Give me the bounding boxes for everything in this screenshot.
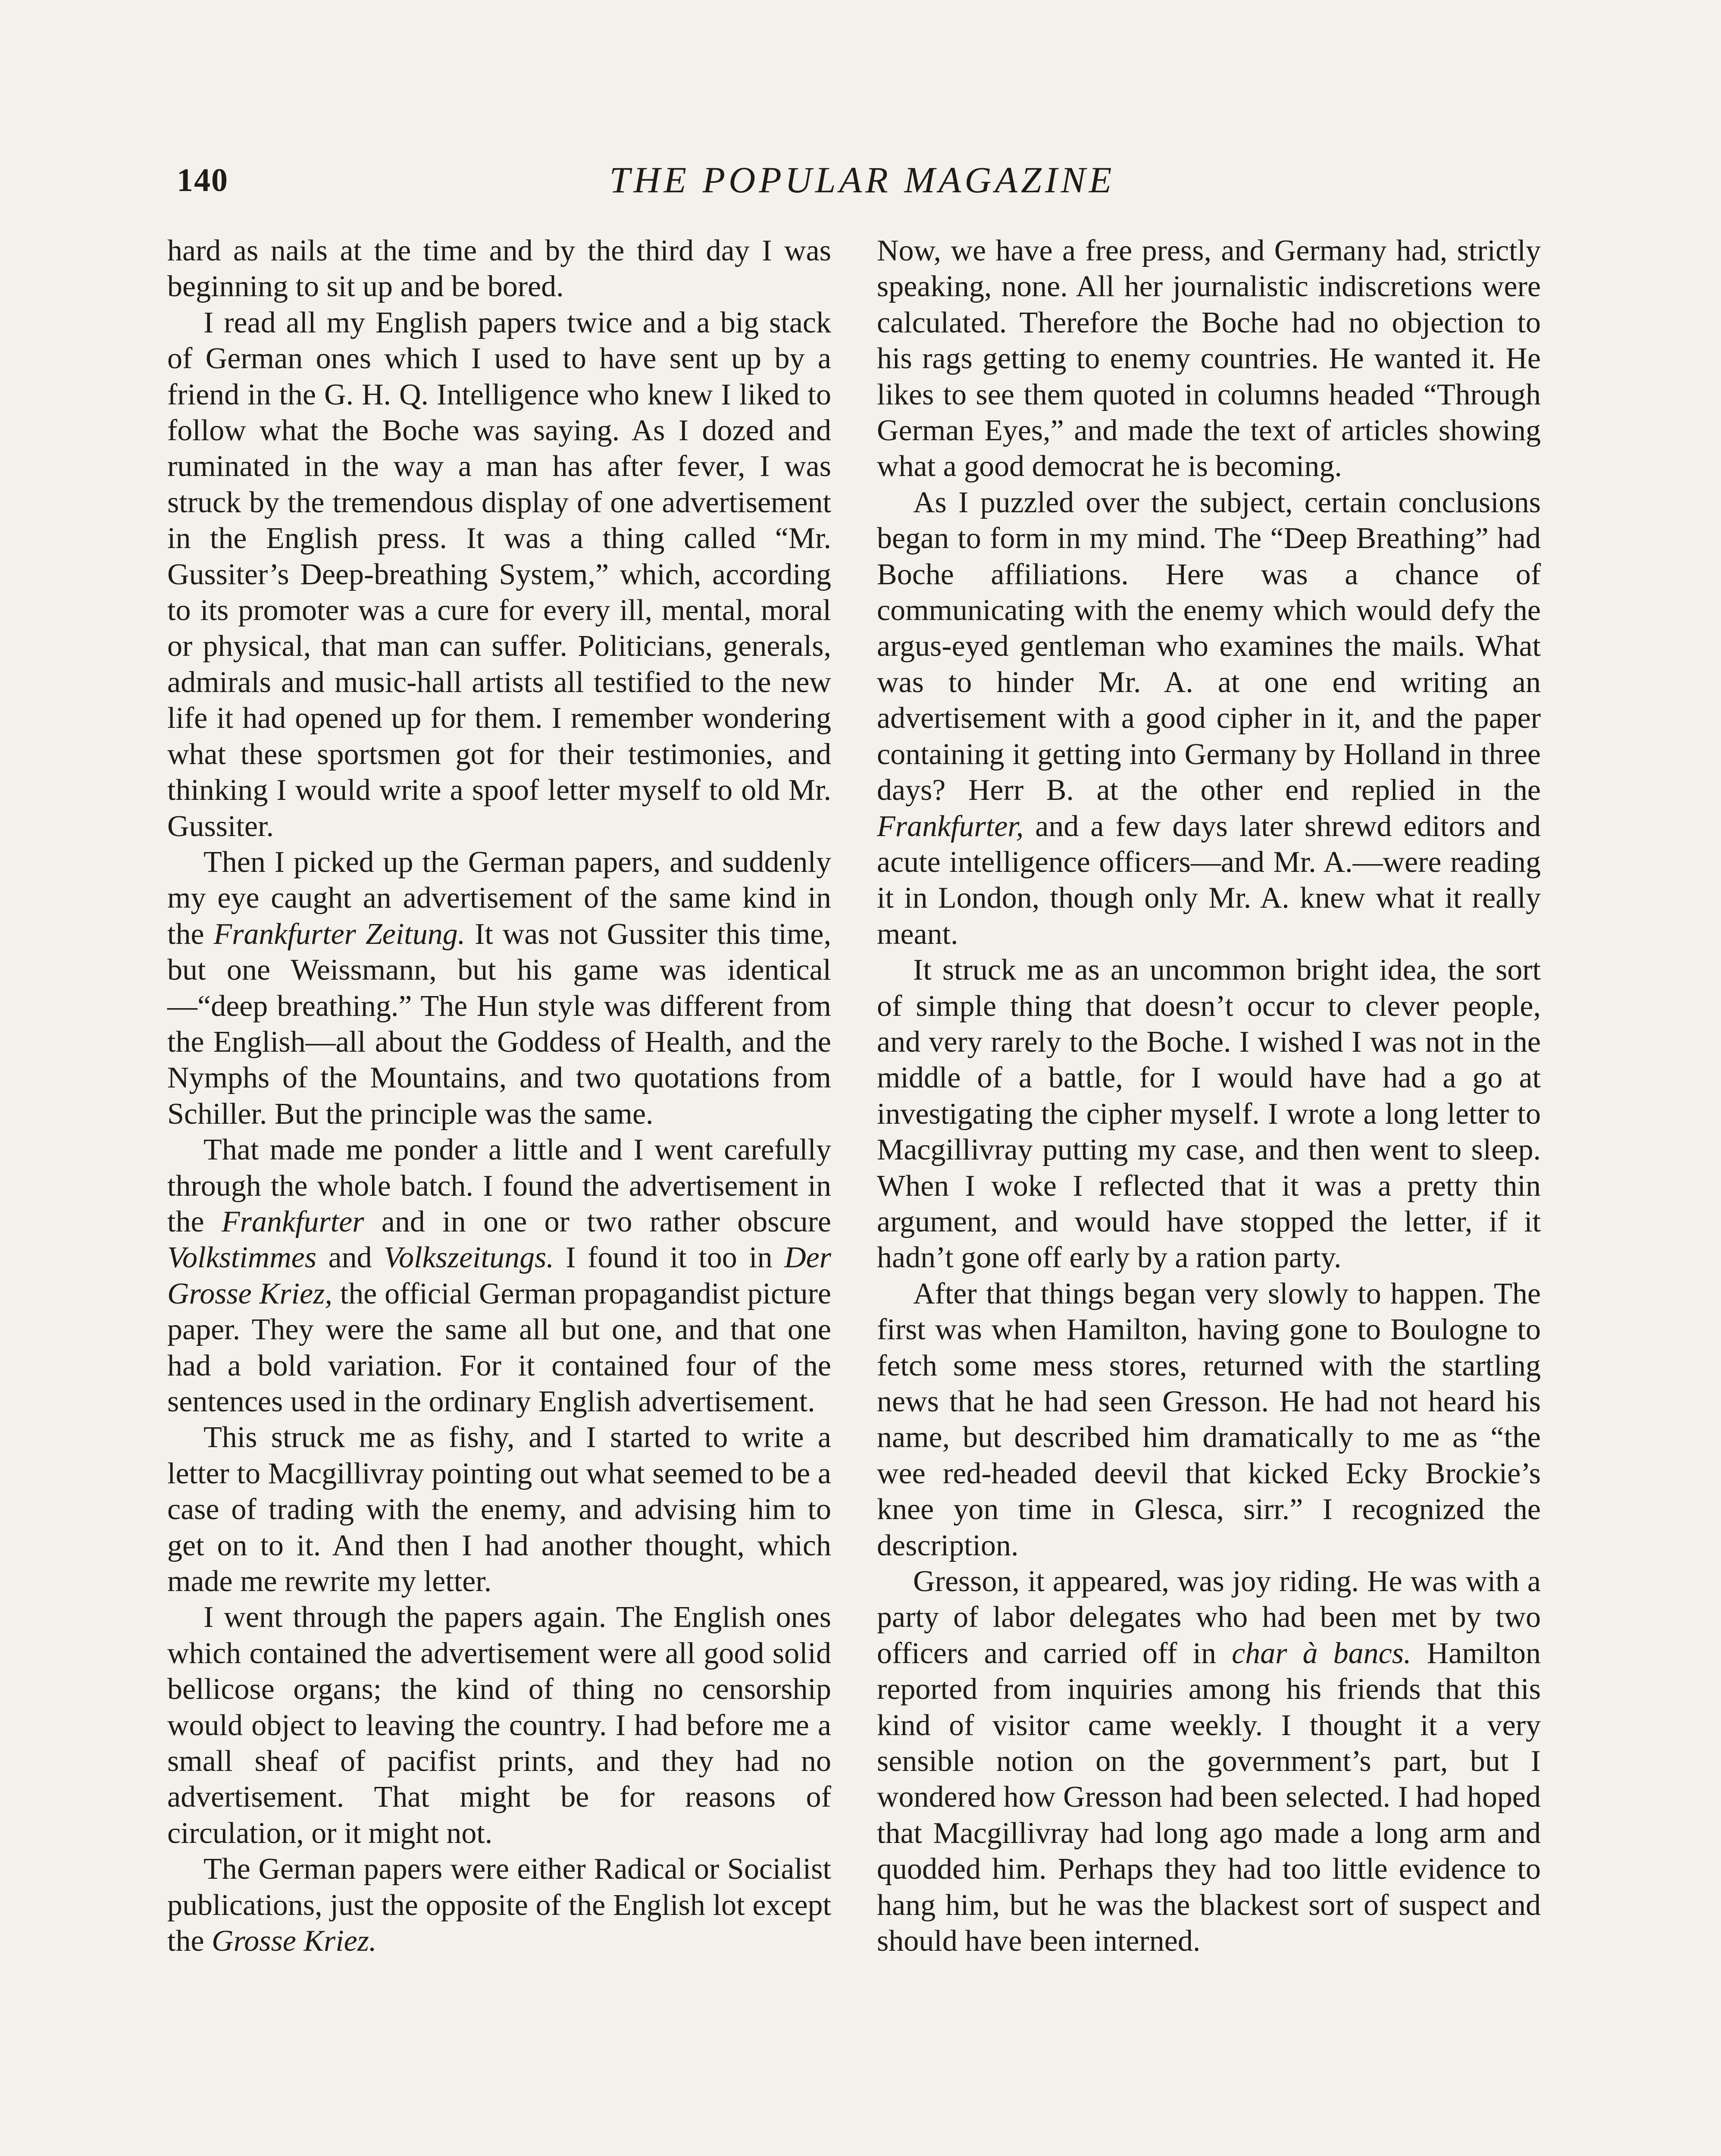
- paragraph: It struck me as an uncommon bright idea, the sort of simple thing that doesn’t occur to clever people, and very rarely to the Boche. I wished I was not in the middle of a battle, for I would have had a go at investigating the cipher myself. I wrote a long letter to Macgillivray putting my case, and then went to sleep. When I woke I reflected that it was a pretty thin argument, and would have stopped the letter, if it hadn’t gone off early by a ration party.: [877, 953, 1541, 1275]
- left-text-column: [167, 233, 831, 1959]
- paragraph: Gresson, it appeared, was joy riding. He was with a party of labor delegates who had been met by two officers and carried off in char à bancs. Hamilton reported from inquiries among his friends that this kind of visitor came weekly. I thought it a very sensible notion on the government’s part, but I wondered how Gresson had been selected. I had hoped that Macgillivray had long ago made a long arm and quodded him. Perhaps they had too little evidence to hang him, but he was the blackest sort of suspect and should have been interned.: [877, 1565, 1541, 1958]
- italic-title: Volkszeitungs.: [384, 1241, 554, 1275]
- paragraph: Now, we have a free press, and Germany had, strictly speaking, none. All her journalistic indiscretions were calculated. Therefore the Boche had no objection to his rags getting to enemy countries. He wanted it. He likes to see them quoted in columns headed “Through German Eyes,” and made the text of articles showing what a good democrat he is becoming.: [877, 234, 1541, 483]
- paragraph: That made me ponder a little and I went carefully through the whole batch. I found the advertisement in the Frankfurter and in one or two rather obscure Volkstimmes and Volkszeitungs. I found it too in Der Grosse Kriez, the official German propagandist picture paper. They were the same all but one, and that one had a bold variation. For it contained four of the sentences used in the ordinary English advertisement.: [167, 1133, 831, 1418]
- page-number: 140: [177, 162, 228, 198]
- italic-title: Frankfurter: [221, 1205, 364, 1238]
- italic-title: Der Grosse Kriez,: [167, 1241, 831, 1310]
- paragraph: As I puzzled over the subject, certain conclusions began to form in my mind. The “Deep Breathing” had Boche affiliations. Here was a chance of communicating with the enemy which would defy the argus-eyed gentleman who examines the mails. What was to hinder Mr. A. at one end writing an advertisement with a good cipher in it, and the paper containing it getting into Germany by Holland in three days? Herr B. at the other end replied in the Frankfurter, and a few days later shrewd editors and acute intelligence officers—and Mr. A.—were reading it in London, though only Mr. A. knew what it really meant.: [877, 486, 1541, 951]
- italic-title: Grosse Kriez.: [212, 1924, 377, 1958]
- paragraph: hard as nails at the time and by the third day I was beginning to sit up and be bored.: [167, 234, 831, 304]
- running-title: THE POPULAR MAGAZINE: [609, 159, 1115, 201]
- right-text-column: [877, 233, 1541, 1959]
- paragraph: I went through the papers again. The English ones which contained the advertisement were all good solid bellicose organs; the kind of thing no censorship would object to leaving the country. I had before me a small sheaf of pacifist prints, and they had no advertisement. That might be for reasons of circulation, or it might not.: [167, 1601, 831, 1850]
- italic-title: Volkstimmes: [167, 1241, 317, 1275]
- paragraph: The German papers were either Radical or Socialist publications, just the opposite of the English lot except the Grosse Kriez.: [167, 1852, 831, 1958]
- italic-title: char à bancs.: [1232, 1636, 1411, 1670]
- italic-title: Frankfurter Zeitung.: [213, 917, 466, 951]
- paragraph: This struck me as fishy, and I started to write a letter to Macgillivray pointing out what seemed to be a case of trading with the enemy, and advising him to get on to it. And then I had another thought, which made me rewrite my letter.: [167, 1421, 831, 1598]
- page-header: [177, 153, 1548, 213]
- paragraph: Then I picked up the German papers, and suddenly my eye caught an advertisement of the same kind in the Frankfurter Zeitung. It was not Gussiter this time, but one Weissmann, but his game was identical—“deep breathing.” The Hun style was different from the English—all about the Goddess of Health, and the Nymphs of the Mountains, and two quotations from Schiller. But the principle was the same.: [167, 845, 831, 1131]
- italic-title: Frankfurter,: [877, 809, 1024, 843]
- paragraph: After that things began very slowly to happen. The first was when Hamilton, having gone to Boulogne to fetch some mess stores, returned with the startling news that he had seen Gresson. He had not heard his name, but described him dramatically to me as “the wee red-headed deevil that kicked Ecky Brockie’s knee yon time in Glesca, sirr.” I recognized the description.: [877, 1277, 1541, 1562]
- paragraph: I read all my English papers twice and a big stack of German ones which I used to have sent up by a friend in the G. H. Q. Intelligence who knew I liked to follow what the Boche was saying. As I dozed and ruminated in the way a man has after fever, I was struck by the tremendous display of one advertisement in the English press. It was a thing called “Mr. Gussiter’s Deep-breathing System,” which, according to its promoter was a cure for every ill, mental, moral or physical, that man can suffer. Politicians, generals, admirals and music-hall artists all testified to the new life it had opened up for them. I remember wondering what these sportsmen got for their testimonies, and thinking I would write a spoof letter myself to old Mr. Gussiter.: [167, 306, 831, 843]
